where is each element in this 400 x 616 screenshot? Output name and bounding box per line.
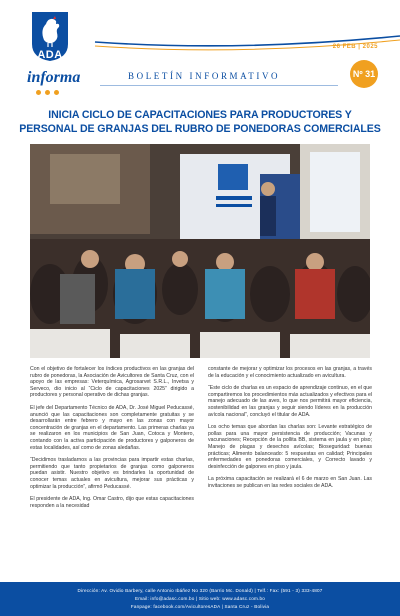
headline-line-2: PERSONAL DE GRANJAS DEL RUBRO DE PONEDORAS COMERCIALES: [19, 123, 381, 135]
footer-contact[interactable]: Email: info@adasc.com.bo | Sitio web: www.adasc.com.bo: [134, 596, 266, 601]
article-column-left: [30, 366, 194, 515]
headline: [12, 108, 388, 136]
photo-illustration: [30, 144, 370, 358]
brand-name: informa: [27, 69, 81, 86]
issue-date: 26 FEB | 2025: [332, 44, 378, 50]
headline-line-1: INICIA CICLO DE CAPACITACIONES PARA PRODUCTORES Y: [48, 109, 352, 121]
article-column-right: [208, 366, 372, 496]
paragraph: “Este ciclo de charlas es un espacio de aprendizaje continuo, en el que compartiremos los procedimientos más actualizados y efectivos para el manejo adecuado de las aves, lo que nos permitirá mayor eficiencia, sostenibilidad en las granjas y seguir siendo líderes en la producción avícola nacional”, concluyó el titular de ADA.: [208, 385, 372, 418]
paragraph: Con el objetivo de fortalecer los índices productivos en las granjas del rubro de ponedoras, la Asociación de Avicultores de Santa Cruz, con el apoyo de las empresas: Veterquímica, Agrosarvet S.R.L., Invetsa y Serveco, dio inicio al “Ciclo de capacitaciones 2025” dirigido a productores y personal operativo de dichas granjas.: [30, 366, 194, 399]
paragraph: El jefe del Departamento Técnico de ADA, Dr. José Miguel Peducassé, anunció que las capacitaciones son completamente gratuitas y se desarrollarán entre febrero y mayo en las zonas con mayor concentración de granjas en el departamento. Las primeras charlas ya se realizaron en los municipios de San Juan, Cotoca y Montero, contando con la activa participación de productores y galponeros de estas localidades, así como de zonas aledañas.: [30, 404, 194, 451]
paragraph: El presidente de ADA, Ing. Omar Castro, dijo que estas capacitaciones responden a la necesidad: [30, 496, 194, 509]
paragraph: “Decidimos trasladarnos a las provincias para impartir estas charlas, permitiendo que tanto propietarios de granjas como galponeros puedan asistir. Nuestro objetivo es brindarles la oportunidad de conocer temas actuales en avicultura, mejorar sus prácticas y optimizar la producción”, afirmó Peducassé.: [30, 457, 194, 490]
bulletin-title: BOLETÍN INFORMATIVO: [128, 71, 281, 81]
brand-dots: [36, 90, 59, 95]
issue-number-badge: Nº 31: [350, 60, 378, 88]
paragraph: La próxima capacitación se realizará el 6 de marzo en San Juan. Las invitaciones se publican en las redes sociales de ADA.: [208, 476, 372, 489]
footer-address: Dirección: Av. Ovidio Barbery, calle Antonio Ibáñez No 320 (Barrio Mc. Donald) | Telf.: Fax: (591 - 3) 333-4807: [77, 588, 323, 593]
title-divider: [100, 85, 338, 86]
paragraph: constante de mejorar y optimizar los procesos en las granjas, a través de la educación y el conocimiento actualizado en avicultura.: [208, 366, 372, 379]
paragraph: Los ocho temas que abordan las charlas son: Levante estratégico de pollas para una mayor persistencia de producción; Vacunas y vacunaciones; Recepción de la pollita BB, sistema en jaula y en piso; Manejo de plagas y desechos avícolas; Bioseguridad: buenas prácticas; Alimento balanceado: 5 respuestas en calidad; Principales enfermedades en ponedoras comerciales, y Correcto lavado y desinfección de galpones en piso y jaula.: [208, 424, 372, 470]
footer-bar: [0, 582, 400, 616]
logo-text: ADA: [37, 49, 63, 61]
event-photo: [30, 144, 370, 358]
footer-social[interactable]: Fanpage: facebook.com/AvicultoresADA | Santa Cruz - Bolivia: [130, 604, 270, 609]
